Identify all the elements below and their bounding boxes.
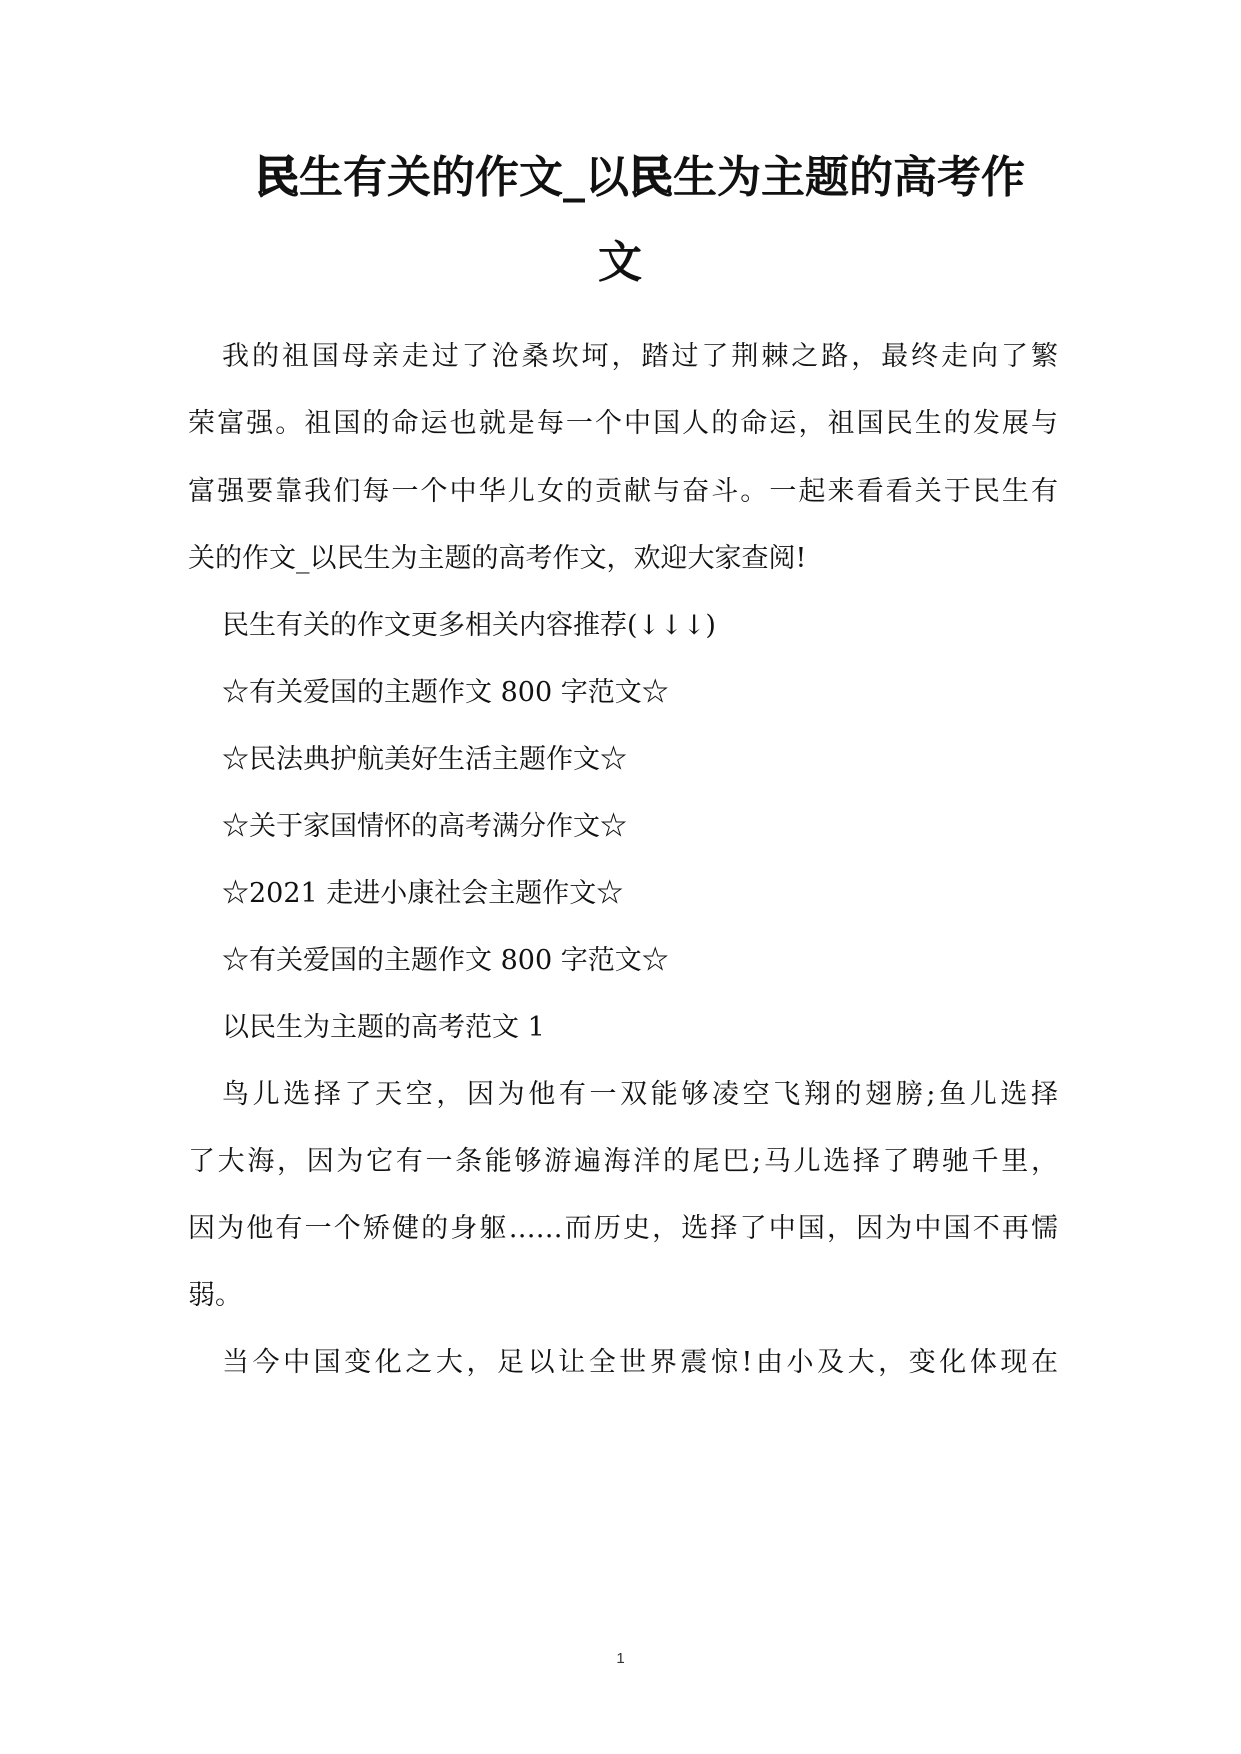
recommend-link[interactable]: ☆2021 走进小康社会主题作文☆ [222, 878, 624, 909]
title-text: 生有关的作文_以 [299, 152, 629, 203]
paragraph-line: 当今中国变化之大，足以让全世界震惊!由小及大，变化体现在 [222, 1347, 1058, 1378]
paragraph-line: 鸟儿选择了天空，因为他有一双能够凌空飞翔的翅膀;鱼儿选择 [222, 1079, 1058, 1110]
document-title-line-1 [255, 148, 1055, 208]
page-number: 1 [616, 1650, 625, 1667]
paragraph-line: 关的作文_以民生为主题的高考作文，欢迎大家查阅! [188, 543, 807, 574]
paragraph-line: 荣富强。祖国的命运也就是每一个中国人的命运，祖国民生的发展与 [188, 408, 1058, 439]
paragraph-line: 因为他有一个矫健的身躯……而历史，选择了中国，因为中国不再懦 [188, 1213, 1058, 1244]
section-heading: 以民生为主题的高考范文 1 [222, 1012, 545, 1043]
recommend-link[interactable]: ☆有关爱国的主题作文 800 字范文☆ [222, 677, 669, 708]
paragraph-line: 我的祖国母亲走过了沧桑坎坷，踏过了荆棘之路，最终走向了繁 [222, 341, 1058, 372]
title-outlined-char: 民 [255, 152, 299, 203]
paragraph-line: 弱。 [188, 1280, 242, 1311]
recommend-link[interactable]: ☆民法典护航美好生活主题作文☆ [222, 744, 627, 775]
recommend-link[interactable]: ☆关于家国情怀的高考满分作文☆ [222, 811, 627, 842]
recommend-link[interactable]: ☆有关爱国的主题作文 800 字范文☆ [222, 945, 669, 976]
paragraph-line: 了大海，因为它有一条能够游遍海洋的尾巴;马儿选择了聘驰千里， [188, 1146, 1058, 1177]
document-title-line-2: 文 [598, 237, 642, 288]
recommend-heading: 民生有关的作文更多相关内容推荐(↓↓↓) [222, 610, 716, 641]
title-text: 生为主题的高考作 [673, 152, 1025, 203]
paragraph-line: 富强要靠我们每一个中华儿女的贡献与奋斗。一起来看看关于民生有 [188, 476, 1058, 507]
title-outlined-char: 民 [629, 152, 673, 203]
